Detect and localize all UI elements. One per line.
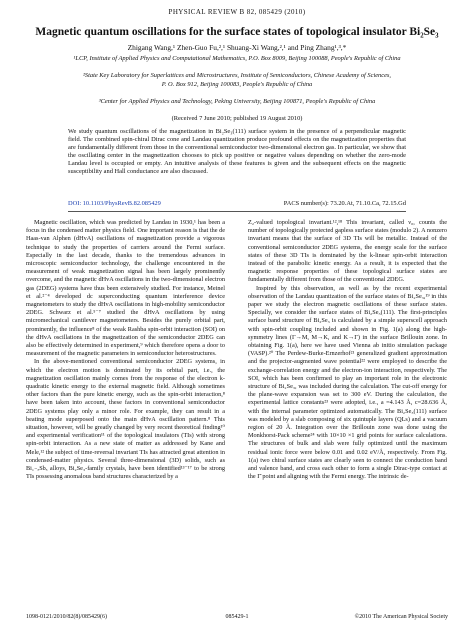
column-right <box>248 219 447 482</box>
footer-issn: 1098-0121/2010/82(8)/085429(6) <box>26 614 107 620</box>
copyright: ©2010 The American Physical Society <box>354 614 448 620</box>
author-list: Zhigang Wang,¹ Zhen-Guo Fu,²,¹ Shuang-Xi Wang,²,¹ and Ping Zhang¹,³,* <box>127 43 347 52</box>
doi-link[interactable]: DOI: 10.1103/PhysRevB.82.085429 <box>68 200 161 207</box>
paragraph: In the above-mentioned conventional semiconductor 2DEG systems, in which the electron motion is dominated by its orbital part, i.e., the magnetization oscillation mainly comes from the response of the electron k-quadratic kinetic energy to the external magnetic field. Although sometimes other factors than the pure kinetic energy, such as the spin-orbit interaction,⁸ have been taken into account, these factors in conventional semiconductor 2DEG systems play only a minor role. For example, they can result in a beating mode superposed onto the main dHvA oscillation pattern.⁸ This situation, however, will be greatly changed by very recent theoretical finding¹⁰ and experimental verification¹¹ of the topological insulators (TIs) with strong spin-orbit interaction. As a new state of matter as addressed by Kane and Mele,¹² the subject of time-reversal invariant TIs has attracted great attention in condensed-matter physics. Several three-dimensional (3D) solids, such as Bi₁₋ₓSbₓ alloys, Bi₂Se₃-family crystals, have been identified¹³⁻¹⁷ to be strong TIs possessing anomalous band structures characterized by a <box>26 358 225 481</box>
pacs-numbers: PACS number(s): 73.20.At, 71.10.Ca, 72.15.Gd <box>283 200 406 207</box>
paragraph: Inspired by this observation, as well as by the recent experimental observation of the Landau quantization of the surface states of Bi₂Se₃,¹⁹ in this paper we study the electron magnetic oscillations of these surface states. Specially, we consider the surface states of Bi₂Se₃(111). The first-principles surface band structure of Bi₂Se₃ is calculated by a simple superscell approach with spin-orbit coupling included and shown in Fig. 1(a) along the high-symmetry lines (Γ→M, M→K, and K→Γ) in the surface Brillouin zone. In obtaining Fig. 1(a), here we have used Vienna ab initio simulation package (VASP).²⁰ The Perdew-Burke-Ernzerhof²¹ generalized gradient approximation and the projector-augmented wave potential²² were employed to describe the exchange-correlation energy and the electron-ion interaction, respectively. The SOI, which has been confirmed to play an important role in the electronic structure of Bi₂Se₃, was included during the calculation. The cut-off energy for the plane-wave expansion was set to 300 eV. During the calculation, the experimental lattice constants²³ were adopted, i.e., a =4.143 Å, c=28.636 Å, with the internal parameter optimized automatically. The Bi₂Se₃(111) surface was modeled by a slab composing of six quintuple layers (QLs) and a vacuum region of 20 Å. Integration over the Brillouin zone was done using the Monkhorst-Pack scheme²⁴ with 10×10 ×1 grid points for surface calculations. The structures of bulk and slab were fully optimized until the maximum residual ionic force were below 0.01 and 0.02 eV/Å, respectively. From Fig. 1(a) two chiral surface states are clearly seen to connect the conduction band and valence band, and cross each other to form a single Dirac-type contact at the Γ̄ point and aligning with the Fermi energy. The intrinsic de- <box>248 284 447 481</box>
affiliation-2-address: P. O. Box 912, Beijing 100083, People's Republic of China <box>161 81 313 88</box>
paragraph: Z₂-valued topological invariant.¹²,¹⁸ This invariant, called ν₀, counts the number of topologically protected gapless surface states (modulo 2). A nonzero invariant means that the surface of 3D TIs will be metallic. Instead of the conventional semiconductor 2DEG systems, the energy scale for the surface states of these 3D TIs is dominated by the k-linear spin-orbit interaction instead of the parabolic kinetic energy. As a result, it is expected that the magnetic response properties of these topological surface states are fundamentally different from those of the conventional 2DEG. <box>248 219 447 284</box>
paper-title: Magnetic quantum oscillations for the surface states of topological insulator Bi₂Se₃ <box>35 26 439 38</box>
page-number: 085429-1 <box>225 614 249 620</box>
divider <box>68 211 406 212</box>
column-left <box>26 219 225 482</box>
paragraph: Magnetic oscillation, which was predicted by Landau in 1930,¹ has been a focus in the condensed matter physics field. One important reason is that the de Haas-van Alphen (dHvA) oscillations of magnetization provide a vigorous technique to study the properties of carriers around the Fermi surface. Especially in the last decade, thanks to the tremendous advances in microscopic semiconductor technology, the challenge encountered in the measurement of weak magnetization signal has been largely prominently overcome, and the magnetic dHvA oscillations in the two-dimensional electron gas (2DEG) systems have thus been extensively studied. For instance, Meinel et al.²⁻⁴ developed dc superconducting quantum interference device magnetometers to study the dHvA oscillations in high-mobility semiconductor 2DEG. Schwarz et al.⁵⁻⁷ studied the dHvA oscillations by using micromechanical cantilever magnetometers. Besides the purely orbital part, prominently, the influence⁸ of the weak Rashba spin-orbit interaction (SOI) on the dHvA oscillations in the magnetization of the semiconductor 2DEG can also be effectively determined in experiment,⁹ which therefore opens a door to measurement of the magnetic parameters in semiconductor heterostructures. <box>26 219 225 358</box>
received-date: (Received 7 June 2010; published 19 August 2010) <box>171 115 303 122</box>
abstract: We study quantum oscillations of the magnetization in Bi₂Se₃(111) surface system in the presence of a perpendicular magnetic field. The combined spin-chiral Dirac cone and Landau quantization produce profound effects on the magnetization properties that are fundamentally different from those in the conventional semiconductor two-dimensional electron gas. In particular, we show that the oscillating center in the magnetization chooses to pick up positive or negative values depending on whether the zero-mode Landau level is occupied or empty. An intuitive analysis of these features is given and the subsequent effects on the magnetic susceptibility and Hall conductance are also discussed. <box>68 128 406 176</box>
affiliation-3: ³Center for Applied Physics and Technology, Peking University, Beijing 100871, People's Republic of China <box>98 98 376 105</box>
journal-header: PHYSICAL REVIEW B 82, 085429 (2010) <box>168 8 306 16</box>
affiliation-2: ²State Key Laboratory for Superlattices and Microstructures, Institute of Semiconductors, Chinese Academy of Sciences, <box>82 72 392 79</box>
affiliation-1: ¹LCP, Institute of Applied Physics and Computational Mathematics, P.O. Box 8009, Beijing 100088, People's Republic of China <box>73 55 401 62</box>
